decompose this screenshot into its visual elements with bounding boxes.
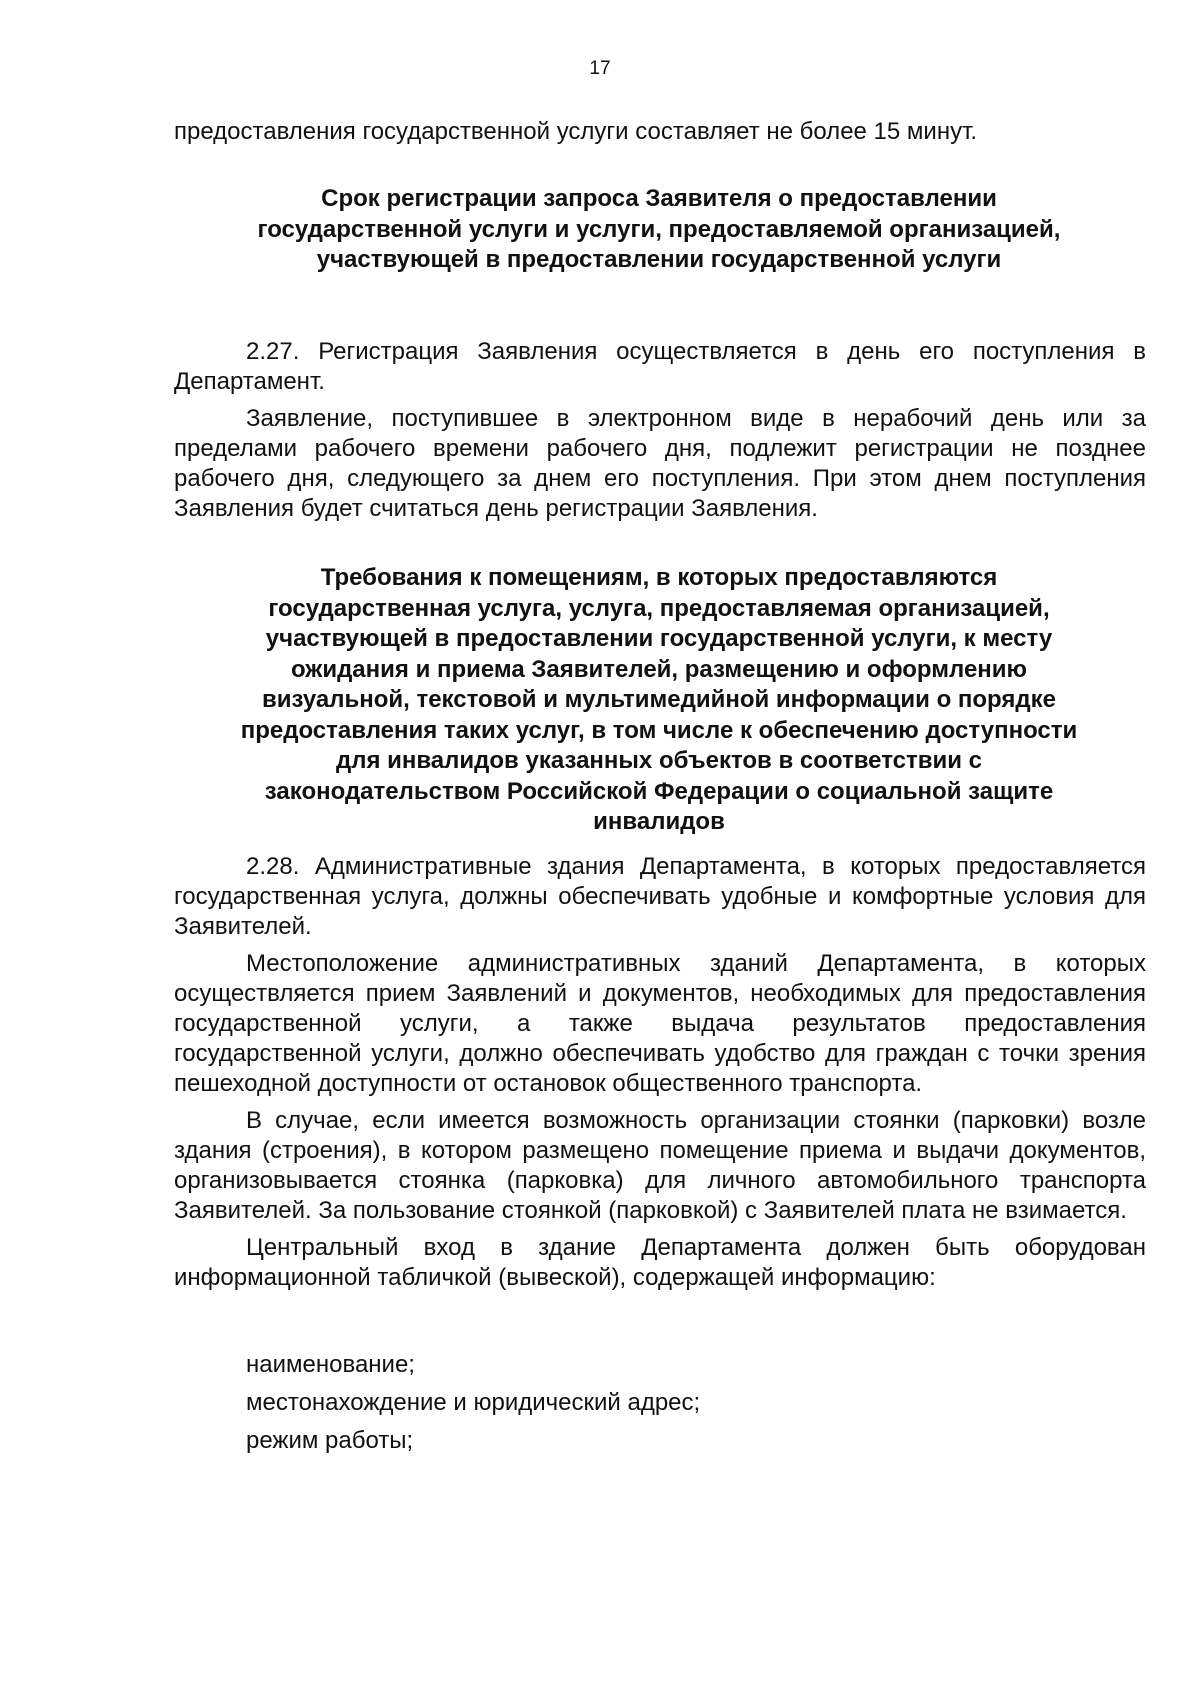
section1-body <box>174 337 1146 524</box>
paragraph-2-28: 2.28. Административные здания Департамента, в которых предоставляется государственная услуга, должны обеспечивать удобные и комфортные условия для Заявителей. <box>174 853 1146 940</box>
paragraph-electronic-submission: Заявление, поступившее в электронном виде в нерабочий день или за пределами рабочего времени рабочего дня, подлежит регистрации не позднее рабочего дня, следующего за днем его поступления. При этом днем поступления Заявления будет считаться день регистрации Заявления. <box>174 405 1146 522</box>
list-item-name: наименование; <box>246 1351 415 1378</box>
paragraph-location: Местоположение административных зданий Департамента, в которых осуществляется прием Заявлений и документов, необходимых для предоставления государственной услуги, а также выдача результатов предоставления государственной услуги, должно обеспечивать удобство для граждан с точки зрения пешеходной доступности от остановок общественного транспорта. <box>174 950 1146 1097</box>
list-item-working-hours: режим работы; <box>246 1427 414 1454</box>
section2-body <box>174 852 1146 1293</box>
page-number: 17 <box>589 58 611 79</box>
list-item-address: местонахождение и юридический адрес; <box>246 1389 701 1416</box>
paragraph-parking: В случае, если имеется возможность организации стоянки (парковки) возле здания (строения), в котором размещено помещение приема и выдачи документов, организовывается стоянка (парковка) для личного автомобильного транспорта Заявителей. За пользование стоянкой (парковкой) с Заявителей плата не взимается. <box>174 1107 1146 1224</box>
section-heading-registration: Срок регистрации запроса Заявителя о предоставлении государственной услуги и услуги, предоставляемой организацией, участвующей в предоставлении государственной услуги <box>257 185 1061 273</box>
continuation-paragraph <box>174 117 1146 147</box>
section-heading-premises-requirements: Требования к помещениям, в которых предоставляются государственная услуга, услуга, предоставляемая организацией, участвующей в предоставлении государственной услуги, к месту ожидания и приема Заявителей, размещению и оформлению визуальной, текстовой и мультимедийной информации о порядке предоставления таких услуг, в том числе к обеспечению доступности для инвалидов указанных объектов в соответствии с законодательством Российской Федерации о социальной защите инвалидов <box>240 564 1078 835</box>
paragraph-central-entrance: Центральный вход в здание Департамента должен быть оборудован информационной табличкой (вывеской), содержащей информацию: <box>174 1234 1146 1291</box>
continuation-text: предоставления государственной услуги составляет не более 15 минут. <box>174 118 978 145</box>
paragraph-2-27: 2.27. Регистрация Заявления осуществляется в день его поступления в Департамент. <box>174 338 1146 395</box>
